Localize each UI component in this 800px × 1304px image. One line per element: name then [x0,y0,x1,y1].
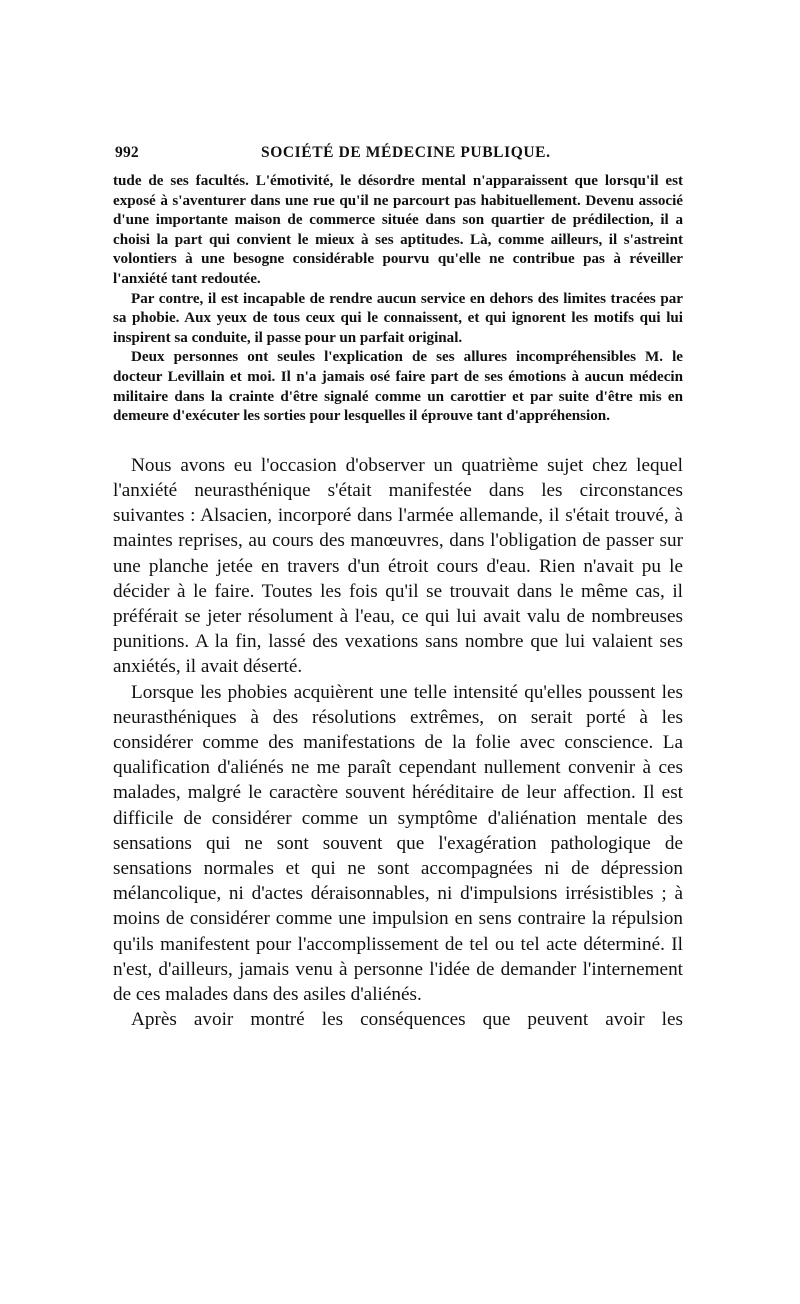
book-page [113,144,683,1032]
running-head [113,144,683,168]
paragraph-par-contre: Par contre, il est incapable de rendre aucun service en dehors des limites tracées par sa phobie. Aux yeux de tous ceux qui le connaissent, et qui ignorent les motifs qui lui inspirent sa conduite, il passe pour un parfait original. [113,290,683,346]
journal-title: SOCIÉTÉ DE MÉDECINE PUBLIQUE. [261,144,551,161]
main-text-section [113,453,683,1033]
paragraph-quatrieme-sujet: Nous avons eu l'occasion d'observer un quatrième sujet chez lequel l'anxiété neurasthénique s'était manifestée dans les circonstances suivantes : Alsacien, incorporé dans l'armée allemande, il s'était trouvé, à maintes reprises, au cours des manœuvres, dans l'obligation de passer sur une planche jetée en travers d'un étroit cours d'eau. Rien n'avait pu le décider à le faire. Toutes les fois qu'il se trouvait dans le même cas, il préférait se jeter résolument à l'eau, ce qui lui avait valu de nombreuses punitions. A la fin, lassé des vexations sans nombre que lui valaient ses anxiétés, il avait déserté. [113,454,683,678]
page-number: 992 [115,144,139,161]
paragraph-phobies: Lorsque les phobies acquièrent une telle intensité qu'elles poussent les neurasthéniques à des résolutions extrêmes, on serait porté à les considérer comme des manifestations de la folie avec conscience. La qualification d'aliénés ne me paraît cependant nullement convenir à ces malades, malgré le caractère souvent héréditaire de leur affection. Il est difficile de considérer comme un symptôme d'aliénation mentale des sensations qui ne sont souvent que l'exagération pathologique de sensations normales et qui ne sont accompagnées ni de dépression mélancolique, ni d'actes déraisonnables, ni d'impulsions irrésistibles ; à moins de considérer comme une impulsion en sens contraire la répulsion qu'ils manifestent pour l'accomplissement de tel ou tel acte déterminé. Il n'est, d'ailleurs, jamais venu à personne l'idée de demander l'internement de ces malades dans des asiles d'aliénés. [113,681,683,1005]
small-print-section [113,172,683,427]
paragraph-apres-avoir: Après avoir montré les conséquences que peuvent avoir les [131,1009,683,1031]
paragraph-deux-personnes: Deux personnes ont seules l'explication de ses allures incompréhensibles M. le docteur Levillain et moi. Il n'a jamais osé faire part de ses émotions à aucun médecin militaire dans la crainte d'être signalé comme un carottier et par suite d'être mis en demeure d'exécuter les sorties pour lesquelles il éprouve tant d'appréhension. [113,349,683,425]
paragraph-facultes: tude de ses facultés. L'émotivité, le désordre mental n'apparaissent que lorsqu'il est exposé à s'aventurer dans une rue qu'il ne parcourt pas habituellement. Devenu associé d'une importante maison de commerce située dans son quartier de prédilection, il a choisi la part qui convient le mieux à ses aptitudes. Là, comme ailleurs, il s'astreint volontiers à une besogne considérable pourvu qu'elle ne contribue pas à réveiller l'anxiété tant redoutée. [113,173,683,287]
